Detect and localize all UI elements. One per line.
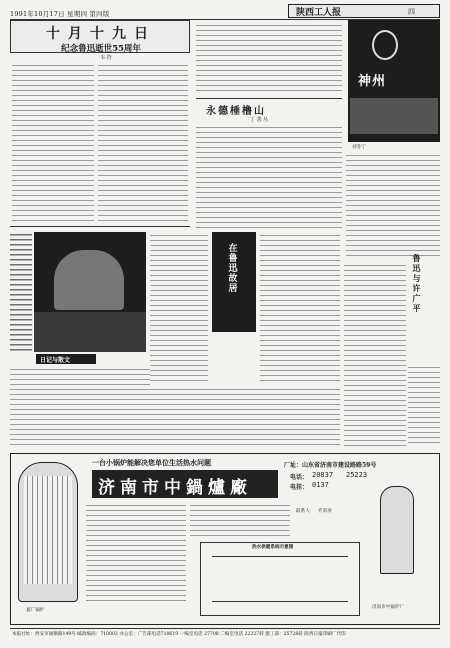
essay-title-rule	[196, 98, 342, 99]
luxun-article-text-2	[408, 364, 440, 446]
poem-subtitle: 纪念鲁迅逝世55周年	[61, 44, 141, 54]
poem-text-col-2	[98, 62, 188, 222]
ad-body-text-1	[86, 502, 186, 602]
paper-name: 陕西工人报	[296, 8, 342, 18]
ad-company-name: 济南市中鍋爐廠	[98, 478, 252, 498]
banner-sub-image	[350, 98, 438, 134]
swirl-graphic	[372, 30, 398, 60]
ad-right-caption: 济南市中锅炉厂	[372, 605, 405, 610]
middle-left-text	[150, 232, 208, 382]
poem-author: 韦 符	[100, 55, 112, 61]
column-label: 日记与散文	[40, 357, 71, 364]
ad-contact-label: 联系人：	[296, 509, 315, 514]
right-column-text	[346, 152, 440, 256]
essay-body	[196, 124, 342, 232]
diagram-pipes	[212, 556, 348, 602]
essay-intro-text	[196, 22, 342, 94]
shenzhou-logo: 神州	[358, 74, 387, 89]
vertical-title: 在鲁迅故居	[228, 244, 238, 294]
issue-date: 1991年10月17日 星期四 第四版	[10, 10, 110, 18]
ad-phone-1: 20837	[312, 471, 334, 479]
poem-rule	[10, 226, 190, 227]
mountain-shape	[54, 250, 124, 310]
ad-fax: 0137	[312, 481, 329, 489]
luxun-heading: 鲁迅与许广平	[412, 254, 422, 314]
footer-rule	[10, 628, 440, 629]
ad-slogan: 一台小锅炉能解决您单位生活热水问题	[92, 458, 211, 467]
essay-title: 永德棰橹山	[206, 106, 266, 117]
ad-fax-label: 电挂：	[290, 484, 309, 491]
left-margin-text	[10, 232, 32, 352]
middle-right-text	[260, 232, 340, 382]
boiler-illustration-2	[380, 486, 414, 574]
photo-caption-left: 刘冬宁	[352, 145, 366, 150]
luxun-article-text	[344, 262, 406, 446]
ad-phone-2: 25223	[346, 471, 368, 479]
poem-title: 十月十九日	[46, 26, 156, 42]
spacer	[344, 20, 348, 21]
ad-contact-name: 乔荣涛	[318, 509, 332, 514]
poem-text-col-1	[12, 62, 94, 222]
footer-info: 本报社址：西安市通顺路149号 邮政编码：710003 办公室：广告部电话710619 一编室电话 27708 二编室电话 22227转 群工部：25728转 陕西日报印刷厂代印	[12, 632, 346, 637]
ad-phone-label: 电话：	[290, 474, 309, 481]
boiler-stripes	[24, 476, 72, 584]
essay-author: 丁 善 丛	[250, 117, 269, 123]
ad-left-caption: 寰厂锅炉	[26, 608, 45, 613]
page-number: 四	[408, 8, 415, 16]
ad-body-text-2	[190, 502, 290, 540]
ad-address: 厂址：山东省济南市建设路路59号	[284, 462, 377, 469]
left-lower-text	[10, 366, 150, 446]
center-lower-text	[150, 386, 340, 446]
water-shape	[34, 312, 146, 352]
diagram-title: 热水供暖系统示意图	[252, 545, 294, 550]
